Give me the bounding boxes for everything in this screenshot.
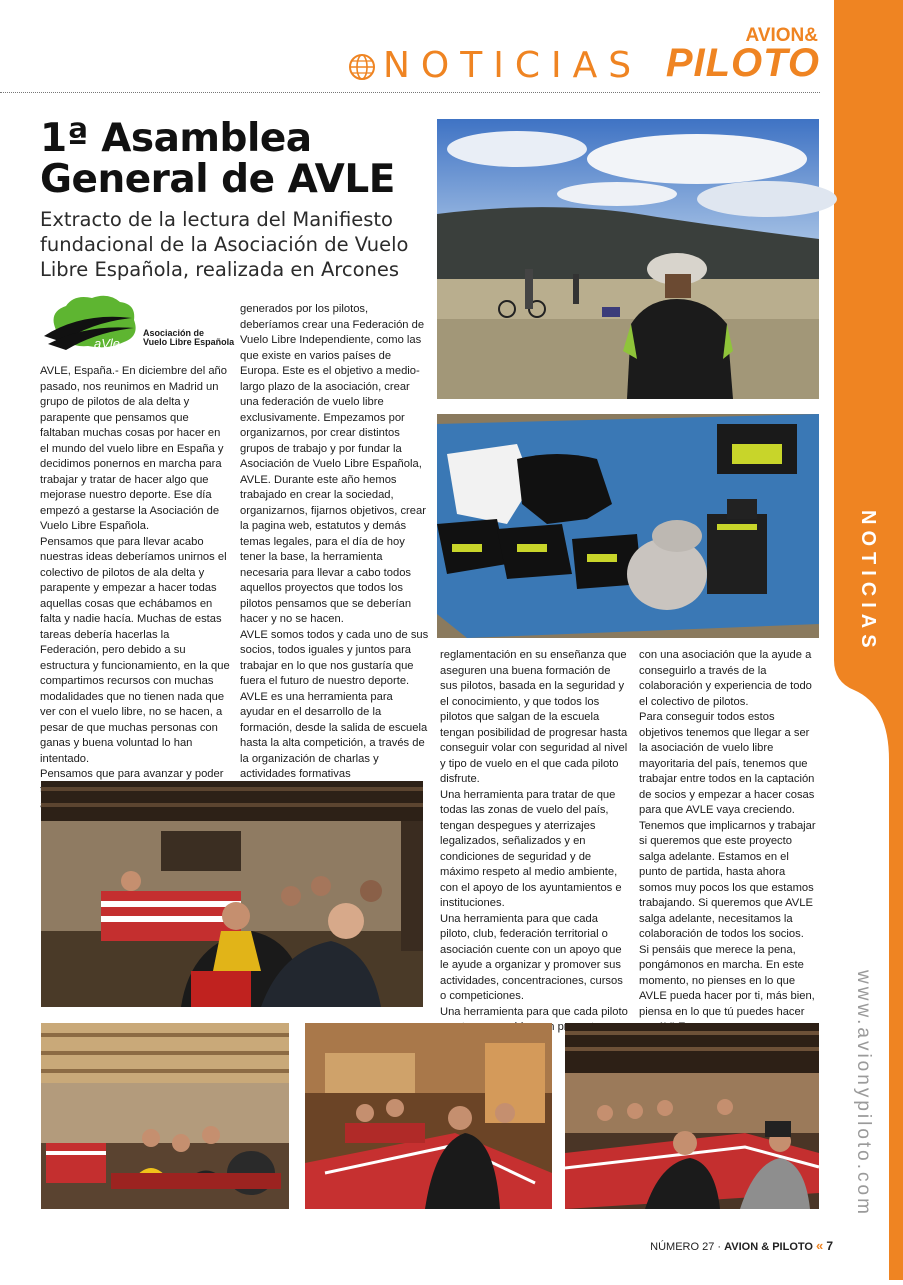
photo-meeting-tables — [305, 1023, 552, 1209]
title-line-1: 1ª Asamblea — [40, 116, 312, 161]
text-column-1 — [40, 364, 230, 780]
magazine-logo-main: PILOTO — [665, 41, 820, 85]
sidebar-section-label: NOTICIAS — [857, 510, 879, 654]
section-title: NOTICIAS — [383, 45, 643, 86]
avle-logo-text: aVle — [94, 336, 121, 351]
paragraph: Una herramienta para que cada piloto — [440, 1005, 628, 1018]
page-footer — [560, 1238, 833, 1255]
issue-number: NÚMERO 27 — [650, 1241, 715, 1253]
avle-name: Asociación de Vuelo Libre Española — [143, 328, 235, 347]
footer-separator: · — [717, 1241, 722, 1253]
chevron-left-icon: « — [816, 1238, 824, 1253]
article-subtitle: Extracto de la lectura del Manifiesto fundacional de la Asociación de Vuelo Libre Española, realizada en Arcones — [40, 208, 409, 281]
photo-merchandise — [437, 414, 819, 638]
paragraph: AVLE es una herramienta para ayudar en el desarrollo de la formación, desde la salida de escuela hasta la alta competición, a través de la organización de charlas y actividades formativas — [240, 690, 428, 780]
photo-assembly-meeting — [41, 781, 423, 1007]
photo-meeting-room — [565, 1023, 819, 1209]
paragraph: reglamentación en su enseñanza que aseguren una buena formación de sus pilotos, basada en la seguridad y el conocimiento, y que todos los pilotos que salgan de la escuela tengan posibilidad de progresar hasta conseguir volar con seguridad al nivel y tipo de vuelo en el que cada piloto disfrute. — [440, 649, 628, 785]
paragraph: AVLE somos todos y cada uno de sus socios, todos iguales y juntos para trabajar en lo que nos gustaría que fuera el futuro de nuestro deporte. — [240, 628, 429, 687]
paragraph: Una herramienta para que cada piloto, club, federación territorial o asociación cuente con un apoyo que le ayude a organizar y promover sus actividades, concentraciones, cursos o competiciones. — [440, 912, 623, 1002]
header-divider — [0, 92, 820, 93]
title-line-2: General de AVLE — [40, 157, 395, 202]
paragraph: Para conseguir todos estos objetivos tenemos que llegar a ser la asociación de vuelo libre mayoritaria del país, tenemos que trabajar entre todos en la captación de socios y empezar a hacer cosas para que AVLE vaya creciendo. Tenemos que implicarnos y trabajar si queremos que este proyecto salga adelante. Estamos en el punto de partida, hasta ahora somos muy pocos los que estamos trabajando. Si queremos que AVLE salga adelante, necesitamos la colaboración de todos los socios. — [639, 711, 816, 940]
photo-meeting-wide — [41, 1023, 289, 1209]
text-column-4 — [639, 648, 819, 1018]
paragraph: generados por los pilotos, deberíamos crear una Federación de Vuelo Libre Independiente, como las que existe en varios países de Europa. Este es el objetivo a medio-largo plazo de la asociación, crear una federación de vuelo libre exclusivamente. Empezamos por organizarnos, por crear distintos grupos de trabajo y por fundar la Asociación de Vuelo Libre Española, AVLE. Durante este año hemos trabajado en crear la sociedad, organizarnos, fijarnos objetivos, crear la pagina web, estatutos y demás temas legales, para el día de hoy tener la base, la herramienta necesaria para llevar a cabo todos aquellos proyectos que todos los pilotos pensamos que se deberían hacer y no se hacen. — [240, 303, 426, 625]
photo-launch-site — [437, 119, 819, 399]
text-column-3 — [440, 648, 628, 1018]
paragraph: Una herramienta para tratar de que todas las zonas de vuelo del país, tengan despegues y aterrizajes legalizados, señalizados y en condiciones de seguridad y de máximo respeto al medio ambiente, con el apoyo de los ayuntamientos e instituciones. — [440, 788, 622, 909]
text-column-2 — [240, 302, 430, 780]
paragraph: AVLE, España.- En diciembre del año pasado, nos reunimos en Madrid un grupo de pilotos de ala delta y parapente que pensamos que faltaban muchas cosas por hacer en el mundo del vuelo libre en España y decidimos ponernos en marcha para trabajar y tratar de hacer algo que mejorase nuestro deporte. Ese día empezó a gestarse la Asociación de Vuelo Libre Española. — [40, 365, 227, 532]
paragraph: con una asociación que la ayude a conseguirlo a través de la colaboración y experiencia de todo el colectivo de pilotos. — [639, 649, 812, 708]
globe-icon — [348, 53, 376, 81]
article-title — [40, 118, 430, 200]
paragraph: Si pensáis que merece la pena, pongámonos en marcha. En este momento, no pienses en lo que AVLE pueda hacer por ti, más bien, piensa en lo que tú puedes hacer — [639, 943, 815, 1018]
footer-magazine-name: AVION & PILOTO — [724, 1241, 813, 1253]
website-url: www.avionypiloto.com — [853, 970, 874, 1217]
paragraph: Pensamos que para avanzar y poder — [40, 768, 224, 780]
magazine-logo-top: AVION& — [745, 25, 818, 46]
page-number: 7 — [826, 1239, 833, 1253]
paragraph: Pensamos que para llevar acabo nuestras ideas deberíamos unirnos el colectivo de pilotos de ala delta y parapente y empezar a hacer todas aquellas cosas que echábamos en falta y nadie hacía. Muchas de estas tareas debería hacerlas la Federación, pero debido a su estructura y funcionamiento, en la que compartimos recursos con muchas modalidades que no tienen nada que ver con el vuelo libre, no se hacen, a pesar de que muchas personas con ganas y buena voluntad lo han intentado. — [40, 535, 230, 765]
